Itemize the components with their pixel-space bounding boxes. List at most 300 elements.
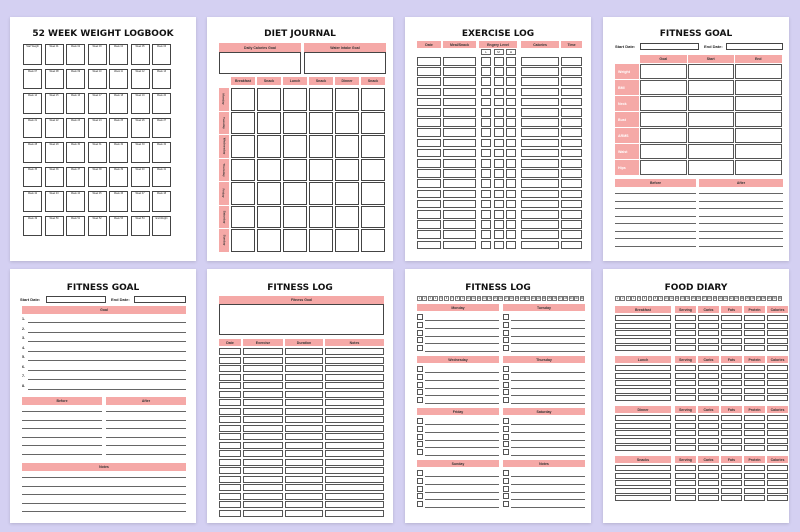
- log-cell[interactable]: [285, 416, 323, 423]
- calories-cell[interactable]: [521, 77, 559, 86]
- log-cell[interactable]: [243, 484, 283, 491]
- check-cell[interactable]: [503, 374, 509, 380]
- date-number[interactable]: 22: [729, 298, 733, 300]
- calories-cell[interactable]: [521, 108, 559, 117]
- date-number[interactable]: 31: [580, 298, 584, 300]
- log-cell[interactable]: [285, 501, 323, 508]
- date-number[interactable]: 25: [746, 298, 749, 300]
- level-cell[interactable]: [481, 118, 491, 127]
- meal-cell[interactable]: [231, 159, 255, 182]
- level-cell[interactable]: [506, 159, 516, 168]
- date-number[interactable]: 23: [537, 298, 540, 300]
- level-cell[interactable]: [506, 241, 516, 250]
- check-cell[interactable]: [417, 382, 423, 388]
- calories-cell[interactable]: [521, 98, 559, 107]
- nutrition-cell[interactable]: [721, 323, 742, 329]
- log-cell[interactable]: [285, 408, 323, 415]
- meal-cell[interactable]: [257, 88, 281, 111]
- week-box[interactable]: [131, 167, 150, 188]
- food-cell[interactable]: [615, 380, 671, 386]
- date-cell[interactable]: [417, 108, 441, 117]
- log-cell[interactable]: [243, 459, 283, 466]
- nutrition-cell[interactable]: [744, 388, 765, 394]
- nutrition-cell[interactable]: [767, 345, 788, 351]
- week-box[interactable]: [109, 142, 128, 163]
- nutrition-cell[interactable]: [698, 315, 719, 321]
- measurement-cell[interactable]: [640, 112, 687, 127]
- meal-cell[interactable]: [361, 135, 385, 158]
- nutrition-cell[interactable]: [675, 373, 696, 379]
- meal-cell[interactable]: [335, 135, 359, 158]
- level-cell[interactable]: [494, 159, 504, 168]
- week-box[interactable]: [109, 216, 128, 237]
- date-number[interactable]: 15: [493, 298, 497, 300]
- nutrition-cell[interactable]: [698, 415, 719, 421]
- level-cell[interactable]: [494, 98, 504, 107]
- date-number[interactable]: 10: [664, 298, 668, 300]
- food-cell[interactable]: [615, 395, 671, 401]
- calories-cell[interactable]: [521, 118, 559, 127]
- date-number[interactable]: 7: [649, 298, 651, 300]
- date-number[interactable]: 11: [670, 298, 673, 300]
- level-cell[interactable]: [494, 149, 504, 158]
- time-cell[interactable]: [561, 200, 582, 209]
- log-cell[interactable]: [219, 476, 241, 483]
- log-cell[interactable]: [285, 374, 323, 381]
- log-cell[interactable]: [243, 433, 283, 440]
- nutrition-cell[interactable]: [767, 380, 788, 386]
- date-cell[interactable]: [417, 241, 441, 250]
- log-cell[interactable]: [325, 391, 384, 398]
- time-cell[interactable]: [561, 88, 582, 97]
- date-cell[interactable]: [417, 57, 441, 66]
- log-cell[interactable]: [219, 382, 241, 389]
- nutrition-cell[interactable]: [767, 488, 788, 494]
- log-cell[interactable]: [325, 348, 384, 355]
- nutrition-cell[interactable]: [675, 388, 696, 394]
- date-number[interactable]: 16: [499, 298, 502, 300]
- week-box[interactable]: [66, 69, 85, 90]
- calories-cell[interactable]: [521, 159, 559, 168]
- time-cell[interactable]: [561, 77, 582, 86]
- nutrition-cell[interactable]: [698, 480, 719, 486]
- level-cell[interactable]: [494, 169, 504, 178]
- log-cell[interactable]: [285, 450, 323, 457]
- check-cell[interactable]: [417, 478, 423, 484]
- nutrition-cell[interactable]: [767, 465, 788, 471]
- date-number[interactable]: 24: [542, 298, 546, 300]
- nutrition-cell[interactable]: [767, 315, 788, 321]
- log-cell[interactable]: [285, 391, 323, 398]
- food-cell[interactable]: [615, 415, 671, 421]
- week-box[interactable]: [152, 118, 171, 139]
- nutrition-cell[interactable]: [675, 445, 696, 451]
- nutrition-cell[interactable]: [675, 438, 696, 444]
- calories-cell[interactable]: [521, 220, 559, 229]
- date-number[interactable]: 22: [531, 298, 535, 300]
- nutrition-cell[interactable]: [675, 323, 696, 329]
- level-cell[interactable]: [506, 57, 516, 66]
- week-box[interactable]: [152, 69, 171, 90]
- log-cell[interactable]: [243, 501, 283, 508]
- date-number[interactable]: 2: [622, 298, 624, 300]
- level-cell[interactable]: [481, 230, 491, 239]
- log-cell[interactable]: [285, 476, 323, 483]
- date-cell[interactable]: [417, 190, 441, 199]
- level-cell[interactable]: [494, 179, 504, 188]
- check-cell[interactable]: [503, 389, 509, 395]
- week-box[interactable]: [23, 44, 42, 65]
- nutrition-cell[interactable]: [721, 480, 742, 486]
- time-cell[interactable]: [561, 169, 582, 178]
- meal-cell[interactable]: [443, 67, 476, 76]
- meal-cell[interactable]: [361, 206, 385, 229]
- check-cell[interactable]: [417, 397, 423, 403]
- check-cell[interactable]: [503, 397, 509, 403]
- nutrition-cell[interactable]: [744, 345, 765, 351]
- nutrition-cell[interactable]: [698, 438, 719, 444]
- measurement-cell[interactable]: [640, 96, 687, 111]
- meal-cell[interactable]: [257, 112, 281, 135]
- check-cell[interactable]: [417, 486, 423, 492]
- log-cell[interactable]: [243, 382, 283, 389]
- nutrition-cell[interactable]: [675, 495, 696, 501]
- level-cell[interactable]: [481, 67, 491, 76]
- check-cell[interactable]: [503, 470, 509, 476]
- nutrition-cell[interactable]: [721, 365, 742, 371]
- nutrition-cell[interactable]: [744, 438, 765, 444]
- date-cell[interactable]: [417, 149, 441, 158]
- nutrition-cell[interactable]: [721, 380, 742, 386]
- week-box[interactable]: [131, 44, 150, 65]
- check-cell[interactable]: [503, 382, 509, 388]
- date-number[interactable]: 31: [778, 298, 782, 300]
- log-cell[interactable]: [325, 501, 384, 508]
- food-cell[interactable]: [615, 315, 671, 321]
- level-cell[interactable]: [481, 210, 491, 219]
- nutrition-cell[interactable]: [767, 423, 788, 429]
- meal-cell[interactable]: [443, 108, 476, 117]
- date-number[interactable]: 11: [472, 298, 475, 300]
- time-cell[interactable]: [561, 98, 582, 107]
- log-cell[interactable]: [219, 493, 241, 500]
- level-cell[interactable]: [506, 88, 516, 97]
- level-cell[interactable]: [481, 139, 491, 148]
- calories-cell[interactable]: [521, 67, 559, 76]
- log-cell[interactable]: [219, 467, 241, 474]
- log-cell[interactable]: [285, 493, 323, 500]
- log-cell[interactable]: [325, 467, 384, 474]
- nutrition-cell[interactable]: [721, 338, 742, 344]
- nutrition-cell[interactable]: [744, 423, 765, 429]
- nutrition-cell[interactable]: [744, 473, 765, 479]
- meal-cell[interactable]: [335, 88, 359, 111]
- level-cell[interactable]: [506, 230, 516, 239]
- nutrition-cell[interactable]: [698, 395, 719, 401]
- meal-cell[interactable]: [335, 206, 359, 229]
- meal-cell[interactable]: [335, 229, 359, 252]
- nutrition-cell[interactable]: [721, 388, 742, 394]
- log-cell[interactable]: [219, 450, 241, 457]
- week-box[interactable]: [66, 142, 85, 163]
- log-cell[interactable]: [285, 399, 323, 406]
- week-box[interactable]: [66, 216, 85, 237]
- week-box[interactable]: [66, 93, 85, 114]
- log-cell[interactable]: [219, 433, 241, 440]
- date-number[interactable]: 12: [675, 298, 679, 300]
- nutrition-cell[interactable]: [675, 380, 696, 386]
- log-cell[interactable]: [243, 399, 283, 406]
- food-cell[interactable]: [615, 465, 671, 471]
- log-cell[interactable]: [243, 391, 283, 398]
- meal-cell[interactable]: [283, 206, 307, 229]
- level-cell[interactable]: [506, 128, 516, 137]
- date-number[interactable]: 16: [697, 298, 700, 300]
- nutrition-cell[interactable]: [767, 330, 788, 336]
- calories-cell[interactable]: [521, 149, 559, 158]
- food-cell[interactable]: [615, 338, 671, 344]
- water-goal-box[interactable]: [304, 52, 386, 74]
- calorie-goal-box[interactable]: [219, 52, 301, 74]
- date-number[interactable]: 5: [440, 298, 442, 300]
- check-cell[interactable]: [503, 501, 509, 507]
- log-cell[interactable]: [325, 450, 384, 457]
- date-number[interactable]: 12: [477, 298, 481, 300]
- time-cell[interactable]: [561, 230, 582, 239]
- log-cell[interactable]: [325, 433, 384, 440]
- nutrition-cell[interactable]: [675, 465, 696, 471]
- check-cell[interactable]: [503, 330, 509, 336]
- log-cell[interactable]: [219, 399, 241, 406]
- date-number[interactable]: 3: [429, 298, 431, 300]
- week-box[interactable]: [45, 142, 64, 163]
- nutrition-cell[interactable]: [675, 330, 696, 336]
- measurement-cell[interactable]: [735, 112, 782, 127]
- log-cell[interactable]: [243, 357, 283, 364]
- log-cell[interactable]: [285, 382, 323, 389]
- calories-cell[interactable]: [521, 169, 559, 178]
- food-cell[interactable]: [615, 323, 671, 329]
- nutrition-cell[interactable]: [698, 388, 719, 394]
- check-cell[interactable]: [503, 337, 509, 343]
- food-cell[interactable]: [615, 480, 671, 486]
- meal-cell[interactable]: [309, 88, 333, 111]
- meal-cell[interactable]: [361, 229, 385, 252]
- week-box[interactable]: [45, 69, 64, 90]
- nutrition-cell[interactable]: [721, 415, 742, 421]
- time-cell[interactable]: [561, 57, 582, 66]
- log-cell[interactable]: [325, 459, 384, 466]
- log-cell[interactable]: [325, 493, 384, 500]
- check-cell[interactable]: [417, 389, 423, 395]
- nutrition-cell[interactable]: [744, 380, 765, 386]
- log-cell[interactable]: [285, 433, 323, 440]
- level-cell[interactable]: [494, 220, 504, 229]
- log-cell[interactable]: [219, 501, 241, 508]
- log-cell[interactable]: [325, 442, 384, 449]
- log-cell[interactable]: [219, 459, 241, 466]
- log-cell[interactable]: [243, 425, 283, 432]
- log-cell[interactable]: [285, 459, 323, 466]
- date-number[interactable]: 13: [483, 298, 486, 300]
- date-number[interactable]: 6: [643, 298, 646, 300]
- week-box[interactable]: [152, 216, 171, 237]
- log-cell[interactable]: [285, 425, 323, 432]
- food-cell[interactable]: [615, 495, 671, 501]
- meal-cell[interactable]: [443, 190, 476, 199]
- log-cell[interactable]: [219, 408, 241, 415]
- date-cell[interactable]: [417, 210, 441, 219]
- nutrition-cell[interactable]: [721, 423, 742, 429]
- week-box[interactable]: [23, 216, 42, 237]
- nutrition-cell[interactable]: [744, 430, 765, 436]
- check-cell[interactable]: [417, 337, 423, 343]
- week-box[interactable]: [23, 167, 42, 188]
- time-cell[interactable]: [561, 128, 582, 137]
- log-cell[interactable]: [285, 348, 323, 355]
- meal-cell[interactable]: [443, 210, 476, 219]
- meal-cell[interactable]: [443, 57, 476, 66]
- date-number[interactable]: 14: [686, 298, 690, 300]
- nutrition-cell[interactable]: [721, 438, 742, 444]
- nutrition-cell[interactable]: [721, 473, 742, 479]
- nutrition-cell[interactable]: [698, 423, 719, 429]
- level-cell[interactable]: [481, 200, 491, 209]
- food-cell[interactable]: [615, 388, 671, 394]
- week-box[interactable]: [88, 191, 107, 212]
- time-cell[interactable]: [561, 149, 582, 158]
- check-cell[interactable]: [417, 449, 423, 455]
- week-box[interactable]: [66, 118, 85, 139]
- nutrition-cell[interactable]: [767, 430, 788, 436]
- log-cell[interactable]: [219, 442, 241, 449]
- meal-cell[interactable]: [361, 112, 385, 135]
- end-date-field[interactable]: [134, 296, 186, 303]
- log-cell[interactable]: [325, 476, 384, 483]
- level-cell[interactable]: [506, 200, 516, 209]
- measurement-cell[interactable]: [735, 160, 782, 175]
- meal-cell[interactable]: [443, 118, 476, 127]
- calories-cell[interactable]: [521, 179, 559, 188]
- date-number[interactable]: 30: [773, 298, 776, 300]
- nutrition-cell[interactable]: [744, 373, 765, 379]
- log-cell[interactable]: [219, 374, 241, 381]
- food-cell[interactable]: [615, 330, 671, 336]
- check-cell[interactable]: [417, 418, 423, 424]
- nutrition-cell[interactable]: [744, 315, 765, 321]
- week-box[interactable]: [131, 93, 150, 114]
- nutrition-cell[interactable]: [767, 438, 788, 444]
- date-cell[interactable]: [417, 159, 441, 168]
- date-cell[interactable]: [417, 128, 441, 137]
- week-box[interactable]: [131, 69, 150, 90]
- time-cell[interactable]: [561, 179, 582, 188]
- date-number[interactable]: 10: [466, 298, 470, 300]
- calories-cell[interactable]: [521, 88, 559, 97]
- date-number[interactable]: 19: [713, 298, 717, 300]
- nutrition-cell[interactable]: [767, 445, 788, 451]
- nutrition-cell[interactable]: [744, 488, 765, 494]
- level-cell[interactable]: [506, 179, 516, 188]
- week-box[interactable]: [23, 93, 42, 114]
- food-cell[interactable]: [615, 488, 671, 494]
- date-number[interactable]: 17: [504, 298, 508, 300]
- date-number[interactable]: 27: [559, 298, 562, 300]
- check-cell[interactable]: [503, 478, 509, 484]
- meal-cell[interactable]: [309, 135, 333, 158]
- week-box[interactable]: [152, 142, 171, 163]
- measurement-cell[interactable]: [688, 96, 735, 111]
- log-cell[interactable]: [325, 484, 384, 491]
- log-cell[interactable]: [325, 510, 384, 517]
- level-cell[interactable]: [494, 200, 504, 209]
- level-cell[interactable]: [506, 169, 516, 178]
- date-cell[interactable]: [417, 139, 441, 148]
- measurement-cell[interactable]: [640, 80, 687, 95]
- time-cell[interactable]: [561, 220, 582, 229]
- nutrition-cell[interactable]: [767, 338, 788, 344]
- date-number[interactable]: 23: [735, 298, 738, 300]
- date-number[interactable]: 29: [569, 298, 573, 300]
- log-cell[interactable]: [243, 450, 283, 457]
- calories-cell[interactable]: [521, 57, 559, 66]
- level-cell[interactable]: [481, 241, 491, 250]
- level-cell[interactable]: [494, 241, 504, 250]
- nutrition-cell[interactable]: [721, 430, 742, 436]
- date-cell[interactable]: [417, 67, 441, 76]
- nutrition-cell[interactable]: [698, 495, 719, 501]
- time-cell[interactable]: [561, 190, 582, 199]
- check-cell[interactable]: [417, 374, 423, 380]
- meal-cell[interactable]: [443, 169, 476, 178]
- date-number[interactable]: 7: [451, 298, 453, 300]
- week-box[interactable]: [23, 142, 42, 163]
- week-box[interactable]: [66, 191, 85, 212]
- date-number[interactable]: 14: [488, 298, 492, 300]
- nutrition-cell[interactable]: [767, 480, 788, 486]
- week-box[interactable]: [23, 118, 42, 139]
- week-box[interactable]: [109, 118, 128, 139]
- date-number[interactable]: 4: [633, 298, 635, 300]
- end-date-field[interactable]: [726, 43, 783, 50]
- meal-cell[interactable]: [283, 88, 307, 111]
- log-cell[interactable]: [285, 510, 323, 517]
- log-cell[interactable]: [285, 442, 323, 449]
- calories-cell[interactable]: [521, 241, 559, 250]
- meal-cell[interactable]: [257, 182, 281, 205]
- food-cell[interactable]: [615, 423, 671, 429]
- nutrition-cell[interactable]: [675, 423, 696, 429]
- food-cell[interactable]: [615, 473, 671, 479]
- nutrition-cell[interactable]: [767, 323, 788, 329]
- nutrition-cell[interactable]: [698, 445, 719, 451]
- time-cell[interactable]: [561, 241, 582, 250]
- check-cell[interactable]: [417, 493, 423, 499]
- date-cell[interactable]: [417, 179, 441, 188]
- measurement-cell[interactable]: [688, 128, 735, 143]
- log-cell[interactable]: [285, 467, 323, 474]
- date-number[interactable]: 25: [548, 298, 551, 300]
- date-cell[interactable]: [417, 77, 441, 86]
- meal-cell[interactable]: [443, 200, 476, 209]
- nutrition-cell[interactable]: [675, 473, 696, 479]
- log-cell[interactable]: [325, 416, 384, 423]
- nutrition-cell[interactable]: [744, 480, 765, 486]
- calories-cell[interactable]: [521, 200, 559, 209]
- log-cell[interactable]: [243, 365, 283, 372]
- check-cell[interactable]: [503, 345, 509, 351]
- nutrition-cell[interactable]: [744, 395, 765, 401]
